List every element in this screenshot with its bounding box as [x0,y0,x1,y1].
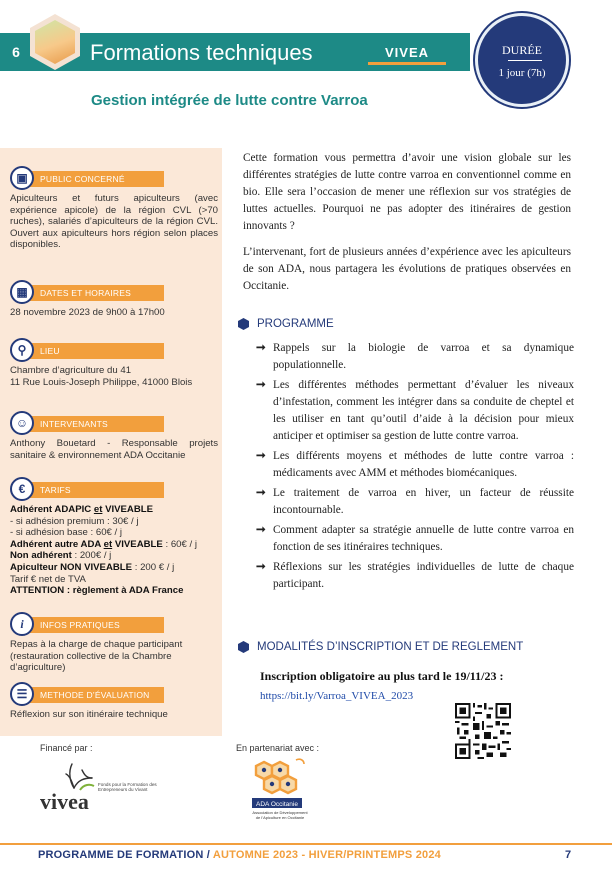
price-line: - si adhésion premium : 30€ / j [10,515,139,527]
section-title: DATES ET HORAIRES [28,285,164,301]
registration-deadline: Inscription obligatoire au plus tard le 19/11/23 : [260,669,504,683]
section-text: Apiculteurs et futurs apiculteurs (avec expérience apicole) de la région CVL (>70 ruches), salariés d’apiculteurs de la région CVL. Ouvert aux apiculteurs hors région selon places disponibles. [10,193,218,251]
section-title: METHODE D’ÉVALUATION [28,687,164,703]
svg-text:ADA Occitanie: ADA Occitanie [256,801,298,808]
intro-text [243,150,571,304]
location-pin-icon: ⚲ [10,338,34,362]
section-title: INFOS PRATIQUES [28,617,164,633]
list-item: ➞ Comment adapter sa stratégie annuelle de lutte contre varroa en fonction de ses itinéraires techniques. [256,524,574,553]
list-item: ➞ Le traitement de varroa en hiver, un facteur de réussite incontournable. [256,487,574,516]
section-title: LIEU [28,343,164,359]
section-methode [10,687,218,721]
section-number: 6 [12,44,20,60]
registration-link[interactable]: https://bit.ly/Varroa_VIVEA_2023 [260,690,414,702]
calendar-icon: ▦ [10,280,34,304]
course-subtitle: Gestion intégrée de lutte contre Varroa [91,92,368,109]
programme-list [256,340,574,596]
programme-heading: PROGRAMME [238,318,334,330]
partner-label: En partenariat avec : [236,743,320,753]
price-note: Tarif € net de TVA [10,573,86,585]
section-text: Anthony Bouetard - Responsable projets sanitaire & environnement ADA Occitanie [10,438,218,461]
qr-code[interactable] [455,703,511,759]
arrow-icon: ➞ [256,379,266,391]
svg-text:vivea: vivea [40,789,89,812]
arrow-icon: ➞ [256,561,266,573]
bus-icon: ▣ [10,166,34,190]
people-icon: ☺ [10,411,34,435]
venue-address: 11 Rue Louis-Joseph Philippe, 41000 Blois [10,376,193,388]
section-text: Réflexion sur son itinéraire technique [10,709,168,720]
list-item: ➞ Rappels sur la biologie de varroa et sa dynamique populationnelle. [256,342,574,371]
page-title: Formations techniques [90,40,313,65]
payment-warning: ATTENTION : règlement à ADA France [10,585,184,597]
section-public [10,171,218,251]
modalites-heading: MODALITÉS D’INSCRIPTION ET DE REGLEMENT [238,641,523,653]
section-intervenants [10,416,218,461]
arrow-icon: ➞ [256,487,266,499]
section-infos [10,617,218,674]
section-text: 28 novembre 2023 de 9h00 à 17h00 [10,307,165,318]
intro-paragraph: Cette formation vous permettra d’avoir une vision globale sur les différentes stratégies de lutte contre varroa en conventionnel comme en bio. Elle sera l’occasion de mener une réflexion sur vos stratégies de luttes actuelles. Pourquoi ne pas adopter des itinéraires de gestion innovants ? [243,152,571,232]
section-title: PUBLIC CONCERNÉ [28,171,164,187]
price-tag-icon: € [10,477,34,501]
section-title: TARIFS [28,482,164,498]
financed-by-label: Financé par : [40,743,93,753]
duration-label: DURÉE [502,43,542,57]
hexagon-bullet-icon [238,318,249,330]
page-number: 7 [565,849,572,861]
price-line: - si adhésion base : 60€ / j [10,527,122,539]
section-text: Repas à la charge de chaque participant (restauration collective de la Chambre d’agriculture) [10,639,183,674]
checklist-icon: ☰ [10,682,34,706]
hexagon-bullet-icon [238,641,249,653]
venue-name: Chambre d’agriculture du 41 [10,365,132,376]
list-item: ➞ Réflexions sur les stratégies individuelles de lutte de chaque participant. [256,561,574,590]
intro-paragraph: L’intervenant, fort de plusieurs années d’expérience avec les apiculteurs de son ADA, nous partagera les évolutions de pratiques observées en Occitanie. [243,246,571,292]
list-item: ➞ Les différentes méthodes permettant d’évaluer les niveaux d’infestation, comment les intégrer dans sa conduite de cheptel et les utiliser en tant qu’outil d’aide à la décision pour mieux anticiper et optimiser sa gestion de lutte contre varroa. [256,379,574,442]
section-tarifs: € TARIFS Adhérent ADAPIC et VIVEABLE - si adhésion premium : 30€ / j - si adhésion base : 60€ / j Adhérent autre ADA et VIVEABLE : 60€ / j Non adhérent : 200€ / j Apiculteur NON VIVEABLE : 200 € / j Tarif € net de TVA ATTENTION : règlement à ADA France [10,482,218,597]
section-dates [10,285,218,319]
duration-value: 1 jour (7h) [498,67,546,79]
arrow-icon: ➞ [256,450,266,462]
info-icon: i [10,612,34,636]
arrow-icon: ➞ [256,524,266,536]
vivea-tag: VIVEA [368,43,446,65]
footer-divider [0,843,612,845]
ada-occitanie-logo: ADA Occitanie Association de Développement de l’Apiculture en Occitanie [250,756,320,828]
footer-title: PROGRAMME DE FORMATION / AUTOMNE 2023 - HIVER/PRINTEMPS 2024 [38,849,441,861]
list-item: ➞ Les différents moyens et méthodes de lutte contre varroa : médicaments avec AMM et méthodes biomécaniques. [256,450,574,479]
section-lieu [10,343,218,388]
vivea-logo: vivea Fonds pour la Formation des Entrepreneurs du Vivant [40,760,160,812]
duration-badge [475,13,569,107]
section-title: INTERVENANTS [28,416,164,432]
arrow-icon: ➞ [256,342,266,354]
